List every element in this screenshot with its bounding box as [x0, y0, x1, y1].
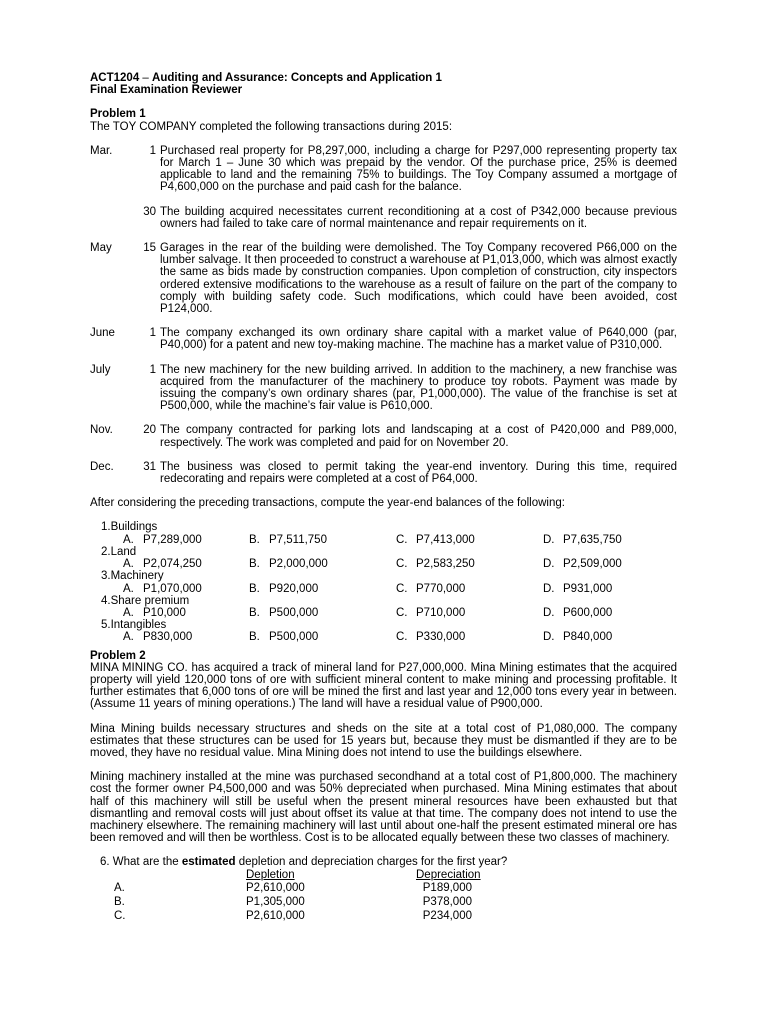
depreciation-header: Depreciation [416, 868, 481, 881]
option-letter: D. [543, 606, 555, 619]
option-letter: A. [123, 533, 134, 546]
answer-option [249, 631, 396, 643]
question-block [101, 570, 677, 594]
option-value: P2,000,000 [269, 558, 328, 571]
row-label: B. [114, 895, 125, 908]
option-letter: A. [123, 631, 134, 644]
option-value: P931,000 [563, 582, 613, 595]
entry-text: The business was closed to permit taking the year-end inventory. During this time, required redecorating and repairs were completed at a cost of P64,000. [160, 460, 677, 486]
option-letter: D. [543, 533, 555, 546]
entry-day: 1 [149, 327, 156, 340]
option-letter: A. [123, 558, 134, 571]
option-value: P2,583,250 [416, 558, 475, 571]
transaction-entry [90, 242, 677, 315]
answer-options [123, 607, 677, 619]
answer-option [543, 534, 663, 546]
entry-day: 30 [143, 205, 156, 218]
answer-option [249, 607, 396, 619]
problem1-instruction: After considering the preceding transactions, compute the year-end balances of the following: [90, 497, 565, 510]
answer-options [123, 583, 677, 595]
answer-table-row [114, 910, 677, 924]
question-block [101, 521, 677, 545]
answer-table [114, 869, 677, 924]
option-letter: D. [543, 558, 555, 571]
answer-option [123, 607, 249, 619]
problem2-heading: Problem 2 [90, 649, 146, 662]
problem1-intro: The TOY COMPANY completed the following transactions during 2015: [90, 120, 453, 133]
entry-month: June [90, 327, 115, 340]
row-label: C. [114, 909, 126, 922]
q6-bold-word: estimated [181, 856, 236, 869]
option-letter: C. [396, 558, 408, 571]
entry-month: July [90, 363, 111, 376]
option-value: P7,413,000 [416, 533, 475, 546]
answer-option [249, 534, 396, 546]
question-title: 2.Land [101, 545, 137, 558]
question-title: 4.Share premium [101, 594, 190, 607]
entry-day: 20 [143, 424, 156, 437]
option-value: P500,000 [269, 631, 319, 644]
answer-option [543, 558, 663, 570]
transaction-entry [90, 145, 677, 194]
course-code: ACT1204 [90, 72, 140, 84]
problem2-paragraph: Mining machinery installed at the mine was purchased secondhand at a total cost of P1,800,000. The machinery cost the former owner P4,500,000 and was 50% depreciated when purchased. Mina Mining estimates that about half of this machinery will still be useful when the present mineral resources have been exhausted but that dismantling and removal costs will just about offset its value at that time. The company does not intend to use the machinery elsewhere. The remaining machinery will last until about one-half the present estimated mineral ore has been removed and will then be worthless. Cost is to be allocated equally between these two classes of machinery. [90, 771, 677, 845]
option-letter: C. [396, 606, 408, 619]
option-value: P1,070,000 [143, 582, 202, 595]
question-6 [100, 856, 677, 868]
entry-text: Garages in the rear of the building were demolished. The Toy Company recovered P66,000 on the lumber salvage. It then proceeded to construct a warehouse at P1,013,000, which was almost exactly the same as bids made by construction companies. Upon completion of construction, city inspectors ordered extensive modifications to the warehouse as a result of failure on the part of the company to comply with building safety code. Such modifications, which could have been avoided, cost P124,000. [160, 242, 677, 316]
answer-options [123, 534, 677, 546]
entry-text: Purchased real property for P8,297,000, including a charge for P297,000 representing property tax for March 1 – June 30 which was prepaid by the vendor. Of the purchase price, 25% is deemed applicable to land and the remaining 75% to buildings. The Toy Company assumed a mortgage of P4,600,000 on the purchase and paid cash for the balance. [160, 144, 677, 194]
answer-options [123, 631, 677, 643]
question-title: 3.Machinery [101, 570, 164, 583]
entry-month: Mar. [90, 144, 113, 157]
entry-day: 1 [149, 144, 156, 157]
transaction-list [90, 145, 677, 485]
entry-month: May [90, 242, 112, 255]
option-value: P330,000 [416, 631, 466, 644]
answer-option [249, 558, 396, 570]
entry-text: The new machinery for the new building arrived. In addition to the machinery, a new franchise was acquired from the manufacturer of the machinery to produce toy robots. Payment was made by issuing the company’s own ordinary shares (par, P1,000,000). The value of the franchise is set at P500,000, while the machine’s fair value is P610,000. [160, 363, 677, 413]
answer-option [123, 583, 249, 595]
entry-month: Dec. [90, 460, 114, 473]
option-value: P500,000 [269, 606, 319, 619]
option-letter: A. [123, 582, 134, 595]
option-value: P7,635,750 [563, 533, 622, 546]
q6-suffix: depletion and depreciation charges for the first year? [235, 856, 508, 869]
option-value: P920,000 [269, 582, 319, 595]
option-letter: B. [249, 533, 260, 546]
option-letter: A. [123, 606, 134, 619]
option-letter: C. [396, 631, 408, 644]
option-letter: C. [396, 582, 408, 595]
option-letter: B. [249, 582, 260, 595]
answer-option [543, 631, 663, 643]
option-value: P10,000 [143, 606, 186, 619]
question-block [101, 619, 677, 643]
option-letter: B. [249, 631, 260, 644]
option-value: P830,000 [143, 631, 193, 644]
row-depreciation: P234,000 [422, 909, 472, 922]
answer-option [543, 583, 663, 595]
entry-day: 31 [143, 460, 156, 473]
answer-option [249, 583, 396, 595]
option-letter: B. [249, 606, 260, 619]
entry-text: The building acquired necessitates current reconditioning at a cost of P342,000 because previous owners had failed to take care of normal maintenance and repair requirements on it. [160, 205, 677, 230]
option-letter: C. [396, 533, 408, 546]
transaction-entry [90, 327, 677, 351]
answer-table-row [114, 882, 677, 896]
option-letter: D. [543, 631, 555, 644]
row-label: A. [114, 882, 125, 895]
problem1-heading: Problem 1 [90, 108, 146, 121]
course-title-line [90, 72, 677, 84]
question-title: 1.Buildings [101, 521, 158, 534]
depletion-header: Depletion [246, 868, 295, 881]
option-letter: D. [543, 582, 555, 595]
entry-text: The company exchanged its own ordinary share capital with a market value of P640,000 (par, P40,000) for a patent and new toy-making machine. The machine has a market value of P310,000. [160, 327, 677, 352]
title-dash: – [139, 72, 153, 84]
transaction-entry [90, 424, 677, 448]
problem2-paragraph: MINA MINING CO. has acquired a track of mineral land for P27,000,000. Mina Mining estimates that the acquired property will yield 120,000 tons of ore with sufficient mineral content to make mining and processing profitable. It further estimates that 6,000 tons of ore will be mined the first and last year and 12,000 tons every year in between. (Assume 11 years of mining operations.) The land will have a residual value of P900,000. [90, 661, 677, 711]
entry-day: 1 [149, 363, 156, 376]
transaction-entry [90, 461, 677, 485]
option-value: P2,074,250 [143, 558, 202, 571]
answer-table-row [114, 896, 677, 910]
option-value: P770,000 [416, 582, 466, 595]
option-value: P840,000 [563, 631, 613, 644]
document-subtitle: Final Examination Reviewer [90, 84, 243, 97]
entry-day: 15 [143, 242, 156, 255]
answer-table-header [114, 869, 677, 883]
document-content [90, 72, 677, 923]
answer-option [123, 534, 249, 546]
row-depletion: P1,305,000 [246, 895, 305, 908]
answer-options [123, 558, 677, 570]
option-letter: B. [249, 558, 260, 571]
answer-option [396, 607, 543, 619]
entry-text: The company contracted for parking lots and landscaping at a cost of P420,000 and P89,000, respectively. The work was completed and paid for on November 20. [160, 424, 677, 449]
question-block [101, 595, 677, 619]
answer-option [123, 558, 249, 570]
option-value: P710,000 [416, 606, 466, 619]
answer-option [396, 583, 543, 595]
option-value: P7,289,000 [143, 533, 202, 546]
answer-option [543, 607, 663, 619]
option-value: P600,000 [563, 606, 613, 619]
q6-prefix: 6. What are the [100, 856, 182, 869]
row-depletion: P2,610,000 [246, 882, 305, 895]
answer-option [123, 631, 249, 643]
transaction-entry [90, 364, 677, 413]
row-depreciation: P378,000 [422, 895, 472, 908]
option-value: P2,509,000 [563, 558, 622, 571]
answer-option [396, 558, 543, 570]
entry-month: Nov. [90, 424, 113, 437]
option-value: P7,511,750 [269, 533, 327, 546]
row-depreciation: P189,000 [422, 882, 472, 895]
question-block [101, 546, 677, 570]
row-depletion: P2,610,000 [246, 909, 305, 922]
question-list [101, 521, 677, 643]
course-title: Auditing and Assurance: Concepts and Application 1 [152, 72, 442, 84]
problem2-paragraph: Mina Mining builds necessary structures and sheds on the site at a total cost of P1,080,000. The company estimates that these structures can be used for 15 years but, because they must be dismantled if they are to be moved, they have no residual value. Mina Mining does not intend to use the buildings elsewhere. [90, 722, 677, 759]
answer-option [396, 534, 543, 546]
question-title: 5.Intangibles [101, 619, 167, 632]
answer-option [396, 631, 543, 643]
transaction-entry [90, 206, 677, 230]
